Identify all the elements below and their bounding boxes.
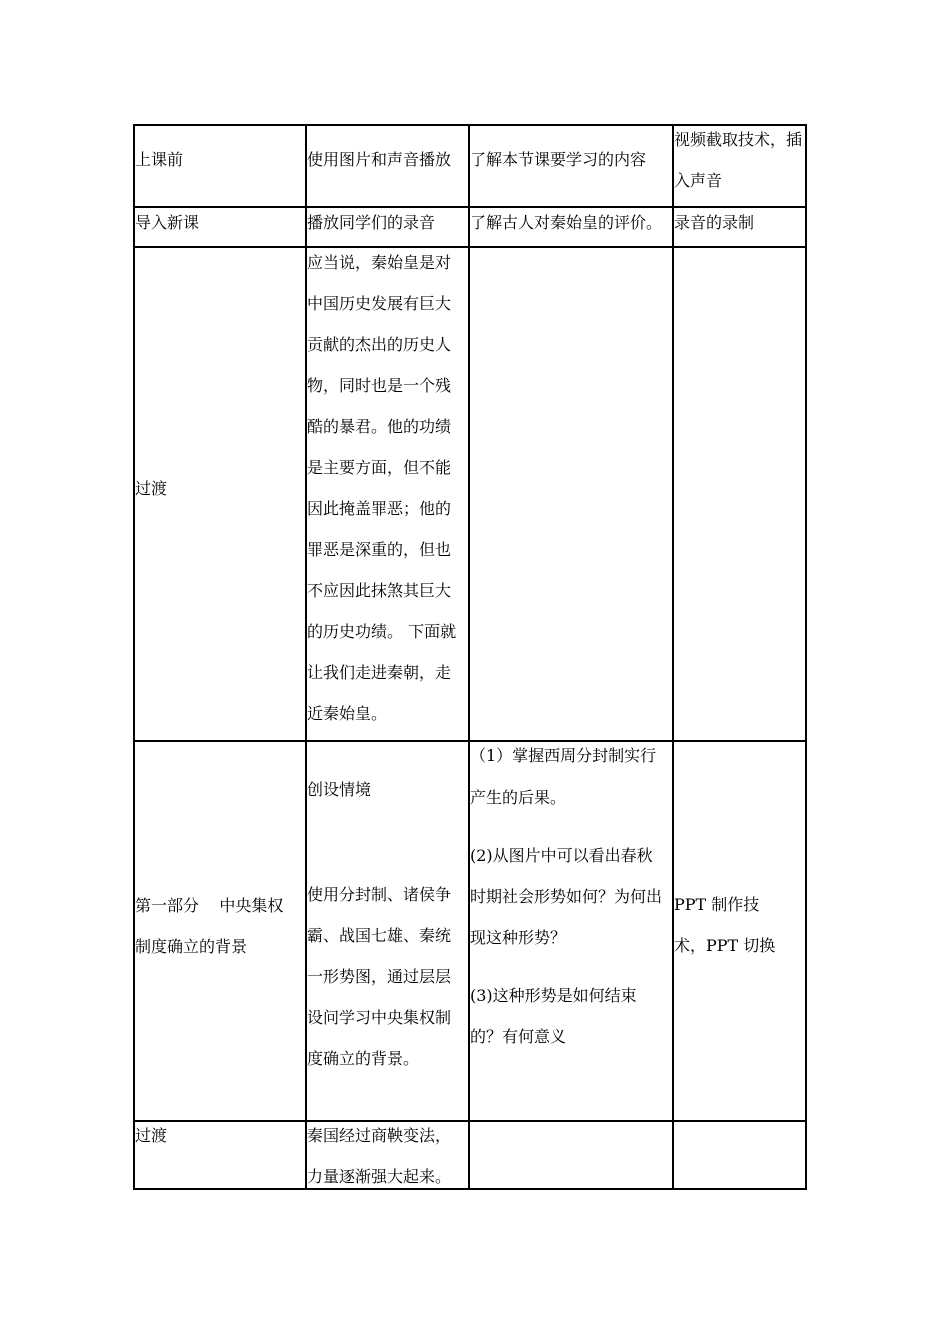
cell-method bbox=[306, 207, 469, 247]
cell-stage bbox=[134, 207, 306, 247]
cell-stage bbox=[134, 247, 306, 741]
cell-method bbox=[306, 247, 469, 741]
cell-tech bbox=[673, 207, 806, 247]
cell-text: 播放同学们的录音 bbox=[307, 213, 436, 232]
cell-text: 是主要方面，但不能 bbox=[307, 458, 452, 477]
cell-text: 制度确立的背景 bbox=[135, 937, 248, 956]
cell-text: 力量逐渐强大起来。 bbox=[307, 1167, 452, 1186]
table-row bbox=[134, 1121, 806, 1189]
cell-text: 术，PPT 切换 bbox=[674, 936, 776, 955]
cell-text: 现这种形势？ bbox=[470, 928, 567, 947]
cell-text: 因此掩盖罪恶；他的 bbox=[307, 499, 452, 518]
cell-text: 秦国经过商鞅变法， bbox=[307, 1126, 452, 1145]
table-row bbox=[134, 207, 806, 247]
cell-goal bbox=[469, 741, 673, 1121]
cell-goal bbox=[469, 247, 673, 741]
cell-method bbox=[306, 125, 469, 207]
cell-tech bbox=[673, 1121, 806, 1189]
cell-text: 视频截取技术，插 bbox=[674, 130, 803, 149]
cell-text: 了解本节课要学习的内容 bbox=[470, 150, 647, 169]
lesson-plan-table bbox=[133, 124, 807, 1190]
cell-text: 创设情境 bbox=[307, 780, 372, 799]
cell-tech bbox=[673, 741, 806, 1121]
cell-text: 第一部分 中央集权 bbox=[135, 896, 284, 915]
cell-goal bbox=[469, 207, 673, 247]
cell-text: 使用图片和声音播放 bbox=[307, 150, 452, 169]
cell-tech bbox=[673, 125, 806, 207]
cell-text: 酷的暴君。他的功绩 bbox=[307, 417, 452, 436]
cell-text: 度确立的背景。 bbox=[307, 1049, 420, 1068]
cell-text: 导入新课 bbox=[135, 213, 200, 232]
cell-text: 时期社会形势如何？为何出 bbox=[470, 887, 663, 906]
cell-text: 物，同时也是一个残 bbox=[307, 376, 452, 395]
cell-text: PPT 制作技 bbox=[674, 895, 760, 914]
cell-text: 上课前 bbox=[135, 150, 184, 169]
cell-text: 使用分封制、诸侯争 bbox=[307, 885, 452, 904]
cell-text: 让我们走进秦朝，走 bbox=[307, 663, 452, 682]
cell-goal bbox=[469, 125, 673, 207]
cell-text: 不应因此抹煞其巨大 bbox=[307, 581, 452, 600]
cell-text: 罪恶是深重的，但也 bbox=[307, 540, 452, 559]
table-row bbox=[134, 741, 806, 1121]
cell-text: 应当说，秦始皇是对 bbox=[307, 253, 452, 272]
cell-stage bbox=[134, 741, 306, 1121]
cell-text: 设问学习中央集权制 bbox=[307, 1008, 452, 1027]
cell-text: 贡献的杰出的历史人 bbox=[307, 335, 452, 354]
table-row bbox=[134, 247, 806, 741]
cell-text: (3)这种形势是如何结束 bbox=[470, 986, 637, 1005]
cell-text: 中国历史发展有巨大 bbox=[307, 294, 452, 313]
cell-tech bbox=[673, 247, 806, 741]
cell-text: 过渡 bbox=[135, 479, 168, 498]
table-row bbox=[134, 125, 806, 207]
cell-stage bbox=[134, 1121, 306, 1189]
cell-text: 了解古人对秦始皇的评价。 bbox=[470, 213, 663, 232]
cell-method bbox=[306, 1121, 469, 1189]
cell-text: 近秦始皇。 bbox=[307, 704, 388, 723]
cell-text: （1）掌握西周分封制实行 bbox=[470, 746, 657, 765]
cell-text: 产生的后果。 bbox=[470, 788, 567, 807]
cell-text: 入声音 bbox=[674, 171, 723, 190]
cell-text: (2)从图片中可以看出春秋 bbox=[470, 846, 653, 865]
cell-text: 的历史功绩。 下面就 bbox=[307, 622, 457, 641]
cell-method bbox=[306, 741, 469, 1121]
cell-text: 过渡 bbox=[135, 1126, 168, 1145]
cell-text: 录音的录制 bbox=[674, 213, 755, 232]
cell-text: 霸、战国七雄、秦统 bbox=[307, 926, 452, 945]
cell-text: 的？有何意义 bbox=[470, 1027, 567, 1046]
cell-goal bbox=[469, 1121, 673, 1189]
cell-text: 一形势图，通过层层 bbox=[307, 967, 452, 986]
cell-stage bbox=[134, 125, 306, 207]
